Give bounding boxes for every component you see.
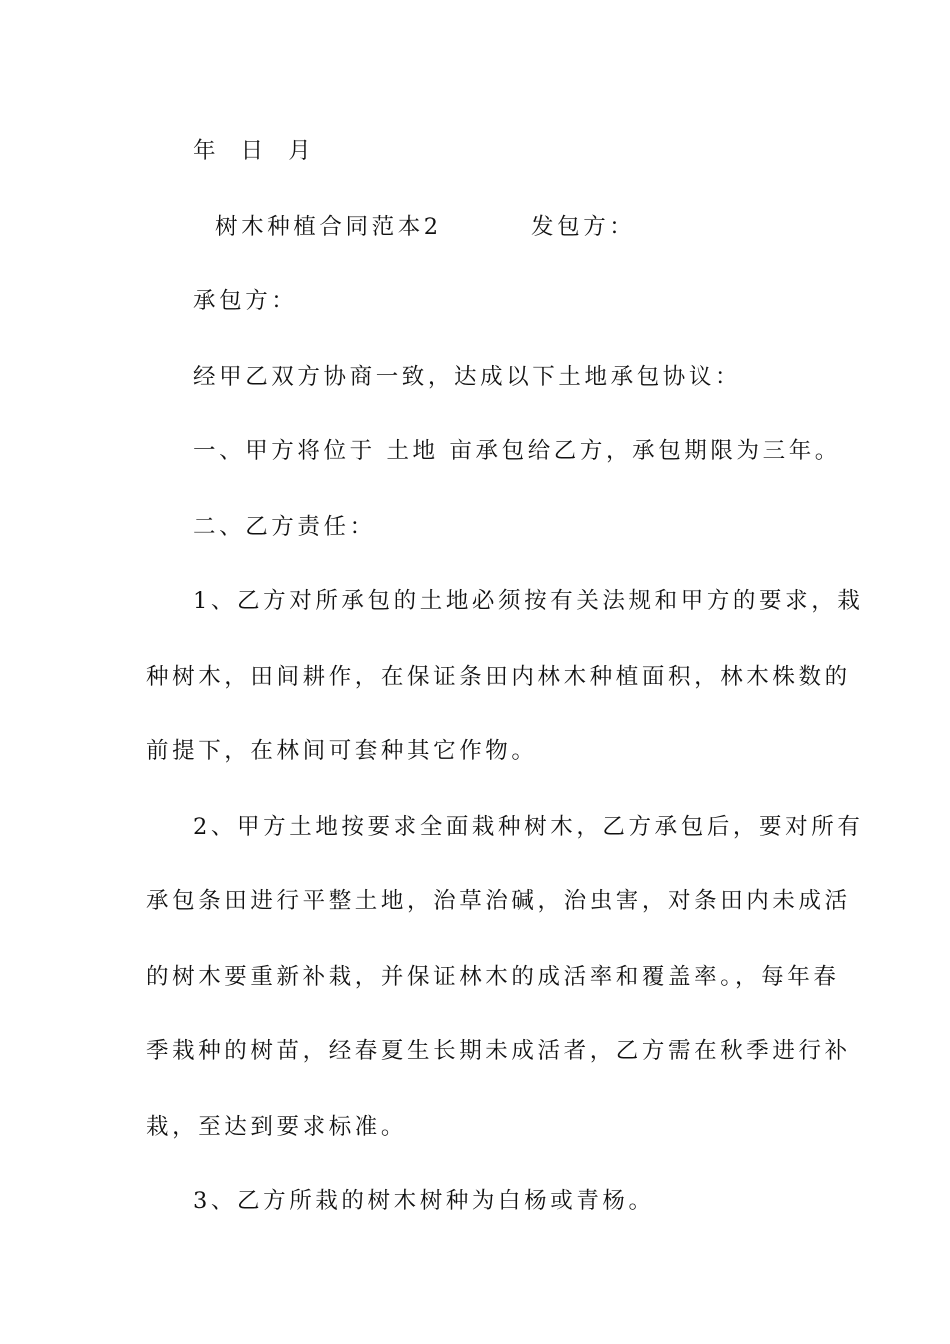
date-line: 年 日 月: [193, 138, 320, 164]
item-2-line: 2、甲方土地按要求全面栽种树木，乙方承包后，要对所有: [193, 814, 864, 840]
party-b-label: 承包方：: [193, 288, 298, 314]
contract-title: 树木种植合同范本2: [215, 214, 442, 240]
item-2-line: 承包条田进行平整土地，治草治碱，治虫害，对条田内未成活: [146, 888, 851, 914]
item-2-line: 的树木要重新补栽，并保证林木的成活率和覆盖率。，每年春: [146, 964, 840, 990]
item-1-line: 1、乙方对所承包的土地必须按有关法规和甲方的要求，栽: [193, 588, 864, 614]
clause-one: 一、甲方将位于 土地 亩承包给乙方，承包期限为三年。: [193, 438, 841, 464]
party-a-label: 发包方：: [531, 214, 636, 240]
intro-paragraph: 经甲乙双方协商一致，达成以下土地承包协议：: [193, 364, 742, 390]
clause-two-heading: 二、乙方责任：: [193, 514, 376, 540]
item-2-line: 季栽种的树苗，经春夏生长期未成活者，乙方需在秋季进行补: [146, 1038, 851, 1064]
item-1-line: 种树木，田间耕作，在保证条田内林木种植面积，林木株数的: [146, 664, 851, 690]
item-1-line: 前提下，在林间可套种其它作物。: [146, 738, 538, 764]
item-2-line: 栽，至达到要求标准。: [146, 1114, 408, 1140]
item-3: 3、乙方所栽的树木树种为白杨或青杨。: [193, 1188, 655, 1214]
